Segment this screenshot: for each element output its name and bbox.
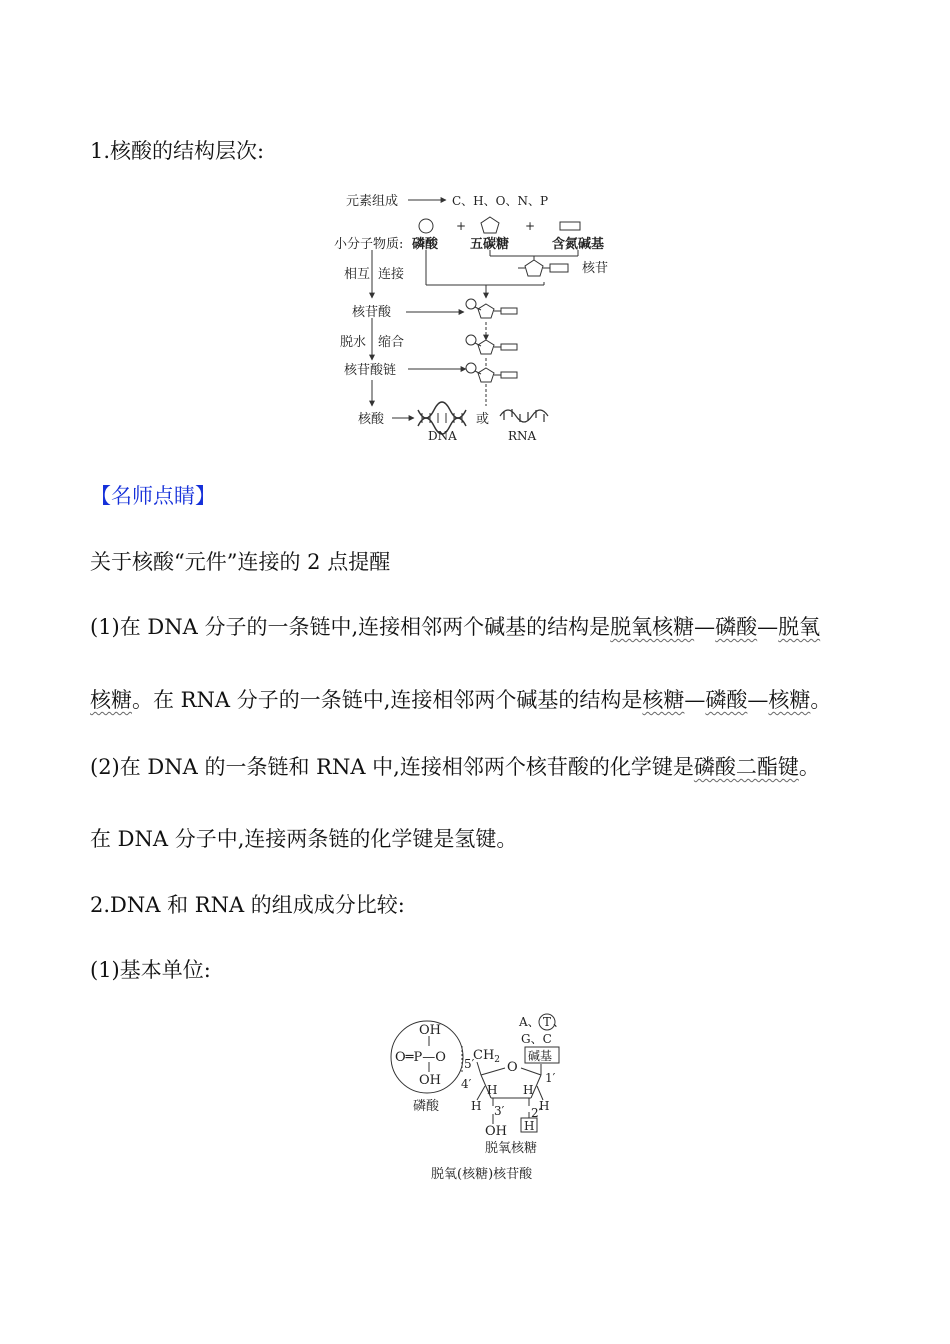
label-elements: C、H、O、N、P	[452, 194, 549, 208]
label-carbon-1: 1′	[545, 1071, 556, 1085]
paragraph-1	[90, 617, 820, 638]
label-carbon-3: 3′	[494, 1104, 505, 1118]
label-carbon-2: 2′	[531, 1106, 542, 1120]
label-rna: RNA	[508, 429, 537, 443]
tip-title: 【名师点睛】	[90, 484, 216, 508]
label-carbon-5: 5′	[464, 1057, 475, 1071]
p1-dash: —	[694, 615, 716, 639]
p1-deoxyribose: 脱氧核糖	[610, 615, 695, 639]
label-oh-3: OH	[485, 1124, 507, 1139]
label-h-left: H	[471, 1099, 482, 1113]
label-h-inner-left: H	[487, 1083, 498, 1097]
p2-dash: —	[684, 688, 706, 712]
label-ring-oxygen: O	[507, 1060, 518, 1075]
label-oh-bottom: OH	[419, 1073, 441, 1088]
label-h-box: H	[524, 1119, 535, 1133]
p2-ribose: 核糖	[642, 688, 685, 712]
p1-dash: —	[757, 615, 779, 639]
p3-text: (2)在 DNA 的一条链和 RNA 中,连接相邻两个核苷酸的化学键是	[90, 755, 694, 779]
tip-intro-text: 关于核酸“元件”连接的	[90, 550, 301, 574]
label-element-composition: 元素组成	[346, 194, 399, 209]
paragraph-3	[90, 757, 820, 778]
label-nitrogenous-base: 含氮碱基	[552, 237, 605, 252]
label-ch2: $CH_2$	[473, 1048, 501, 1065]
label-phosphoric-acid: 磷酸	[412, 237, 439, 252]
p1-text: (1)在 DNA 分子的一条链中,连接相邻两个碱基的结构是	[90, 615, 611, 639]
nucleoside-base-icon	[550, 264, 568, 272]
tip-intro-text-end: 点提醒	[327, 550, 391, 574]
label-oh-top: OH	[419, 1023, 441, 1038]
label-h-right: H	[539, 1099, 550, 1113]
label-pentose: 五碳糖	[470, 237, 510, 252]
label-h-inner-right: H	[523, 1083, 534, 1097]
p2-period: 。	[810, 688, 832, 712]
label-connect: 连接	[378, 267, 405, 282]
p1-phosphate: 磷酸	[715, 615, 758, 639]
p2-dash: —	[747, 688, 769, 712]
p2-ribose-end: 核糖	[768, 688, 811, 712]
p2-phosphate: 磷酸	[705, 688, 748, 712]
label-dna: DNA	[428, 429, 457, 443]
label-mutual: 相互	[344, 267, 371, 282]
rna-strand-icon	[500, 409, 548, 422]
p3-period: 。	[798, 755, 820, 779]
nucleoside-pentagon-icon	[525, 260, 543, 276]
base-rect-icon	[560, 222, 580, 230]
pentose-pentagon-icon	[481, 217, 499, 233]
label-condensation: 缩合	[378, 335, 405, 350]
plus-sign: +	[456, 219, 467, 233]
label-carbon-4: 4′	[461, 1077, 472, 1091]
p1-deoxy: 脱氧	[778, 615, 821, 639]
label-base: 碱基	[528, 1049, 553, 1063]
label-phosphate-formula: O═P—O	[395, 1050, 446, 1065]
p2-ribose-cont: 核糖	[90, 688, 132, 712]
plus-sign: +	[525, 219, 536, 233]
label-phosphoric-acid: 磷酸	[413, 1099, 440, 1114]
heading-dna-rna-comparison: 2.DNA 和 RNA 的组成成分比较:	[90, 893, 405, 917]
label-deoxyribose: 脱氧核糖	[485, 1141, 538, 1156]
paragraph-4: 在 DNA 分子中,连接两条链的化学键是氢键。	[90, 827, 518, 851]
tip-intro	[90, 552, 390, 573]
p3-phosphodiester-bond: 磷酸二酯键	[693, 755, 799, 779]
label-bases-top: A、 T 、	[519, 1015, 566, 1029]
phosphate-circle-icon	[419, 219, 433, 233]
label-nucleotide: 核苷酸	[352, 305, 392, 320]
subheading-basic-unit: (1)基本单位:	[90, 958, 211, 982]
label-dehydration: 脱水	[340, 335, 367, 350]
paragraph-2	[90, 690, 831, 711]
label-nucleoside: 核苷	[582, 261, 609, 276]
figure-caption: 脱氧(核糖)核苷酸	[431, 1167, 533, 1182]
p2-text: 。在 RNA 分子的一条链中,连接相邻两个碱基的结构是	[132, 688, 643, 712]
label-nucleic-acid: 核酸	[358, 412, 385, 427]
heading-nucleic-acid-structure: 1.核酸的结构层次:	[90, 139, 265, 163]
nucleotide-pentagon-icon	[478, 304, 494, 318]
label-or: 或	[476, 412, 490, 427]
label-nucleotide-chain: 核苷酸链	[344, 363, 397, 378]
nucleic-acid-hierarchy-diagram	[330, 188, 620, 446]
label-small-molecules: 小分子物质:	[334, 237, 404, 252]
deoxynucleotide-diagram	[385, 1012, 575, 1184]
tip-intro-number: 2	[307, 550, 321, 574]
label-bases-bottom: G、C	[521, 1032, 552, 1046]
